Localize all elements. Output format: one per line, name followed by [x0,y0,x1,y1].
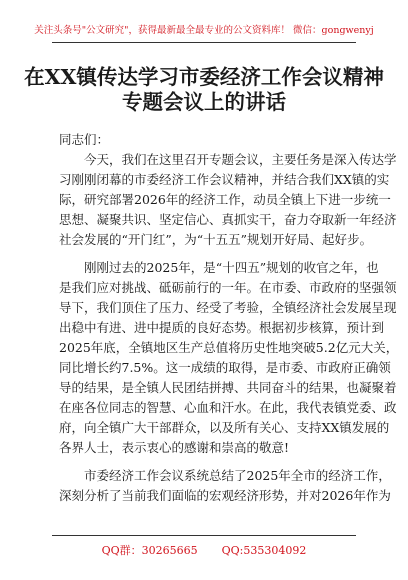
body-line: 社会发展的“开门红”，为“十五五”规划开好局、起好步。 [59,232,373,247]
footer [0,542,408,558]
body-line: 同比增长约7.5%。这一成绩的取得，是市委、市政府正确领 [59,360,391,375]
body-line: 思想、凝聚共识、坚定信心、真抓实干，奋力夺取新一年经济 [59,212,397,227]
header-note: 关注头条号"公文研究"，获得最新最全最专业的公文资料库！ 微信：gongwenyj [34,25,374,36]
document-title-line-1: 在XX镇传达学习市委经济工作会议精神 [24,65,384,89]
body-line: 导下，我们顶住了压力、经受了考验，全镇经济社会发展呈现 [59,300,397,315]
document-title-line-2: 专题会议上的讲话 [122,90,286,114]
body-line: 导的结果，是全镇人民团结拼搏、共同奋斗的结果，也凝聚着 [59,380,397,395]
body-line: 2025年底，全镇地区生产总值将历史性地突破5.2亿元大关， [59,340,399,355]
body-line: 在座各位同志的智慧、心血和汗水。在此，我代表镇党委、政 [59,400,397,415]
body-line: 是我们应对挑战、砥砺前行的一年。在市委、市政府的坚强领 [59,280,397,295]
body-line: 出稳中有进、进中提质的良好态势。根据初步核算，预计到 [59,320,385,335]
body-line: 市委经济工作会议系统总结了2025年全市的经济工作， [84,468,391,483]
body-line: 府，向全镇广大干部群众，以及所有关心、支持XX镇发展的 [59,420,390,435]
body-line: 今天，我们在这里召开专题会议，主要任务是深入传达学 [84,152,397,167]
footer-divider [52,535,356,536]
salutation: 同志们： [59,132,110,147]
body-line: 习刚刚闭幕的市委经济工作会议精神，并结合我们XX镇的实 [59,172,390,187]
footer-qq: QQ:535304092 [221,544,307,557]
body-line: 刚刚过去的2025年，是“十四五”规划的收官之年，也 [84,260,379,275]
body-line: 际，研究部署2026年的经济工作，动员全镇上下进一步统一 [59,192,391,207]
footer-qq-group: QQ群：30265665 [101,544,198,557]
header-divider [52,42,356,43]
body-line: 各界人士，表示衷心的感谢和崇高的敬意! [59,440,290,455]
body-line: 深刻分析了当前我们面临的宏观经济形势，并对2026年作为 [59,488,391,503]
